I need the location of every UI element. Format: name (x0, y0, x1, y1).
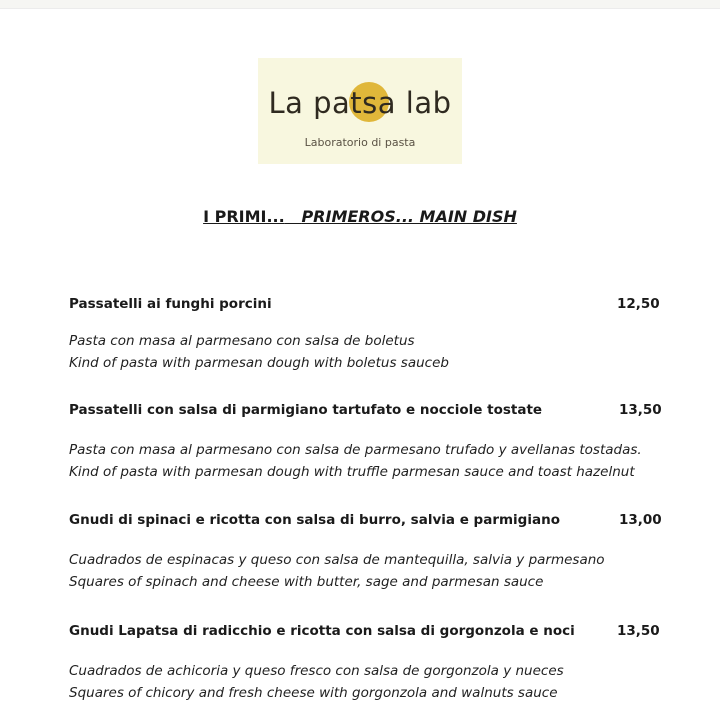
dish-description-es: Pasta con masa al parmesano con salsa de parmesano trufado y avellanas tostadas. (69, 442, 642, 458)
dish-description-es: Cuadrados de achicoria y queso fresco con salsa de gorgonzola y nueces (69, 663, 564, 679)
dish-description-en: Squares of chicory and fresh cheese with gorgonzola and walnuts sauce (69, 685, 558, 701)
logo-name: La patsa lab (268, 86, 452, 120)
heading-spanish-english: PRIMEROS... MAIN DISH (301, 207, 517, 226)
dish-description-en: Kind of pasta with parmesan dough with boletus sauceb (69, 355, 449, 371)
section-heading (0, 207, 720, 226)
dish-description-es: Pasta con masa al parmesano con salsa de boletus (69, 333, 415, 349)
dish-description-en: Kind of pasta with parmesan dough with truffle parmesan sauce and toast hazelnut (69, 464, 635, 480)
dish-name: Passatelli ai funghi porcini (69, 296, 272, 312)
dish-name: Gnudi Lapatsa di radicchio e ricotta con salsa di gorgonzola e noci (69, 623, 575, 639)
dish-description-en: Squares of spinach and cheese with butter, sage and parmesan sauce (69, 574, 544, 590)
logo-tagline: Laboratorio di pasta (304, 136, 416, 149)
top-border (0, 0, 720, 9)
dish-price: 13,00 (619, 512, 662, 528)
dish-price: 13,50 (617, 623, 660, 639)
restaurant-logo (258, 58, 462, 164)
dish-name: Gnudi di spinaci e ricotta con salsa di burro, salvia e parmigiano (69, 512, 560, 528)
heading-italian: I PRIMI... (203, 207, 285, 226)
dish-description-es: Cuadrados de espinacas y queso con salsa de mantequilla, salvia y parmesano (69, 552, 605, 568)
dish-price: 12,50 (617, 296, 660, 312)
dish-name: Passatelli con salsa di parmigiano tartufato e nocciole tostate (69, 402, 543, 418)
dish-price: 13,50 (619, 402, 662, 418)
